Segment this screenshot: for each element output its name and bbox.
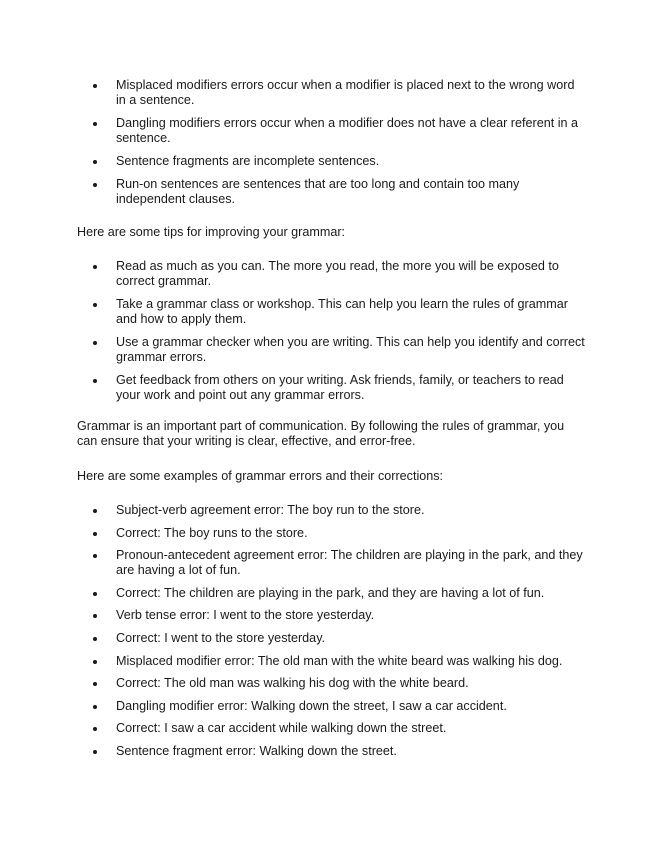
list-item-text: Use a grammar checker when you are writing. This can help you identify and correct grammar errors. (116, 335, 585, 364)
tips-list (0, 259, 655, 411)
tips-intro-paragraph: Here are some tips for improving your grammar: (77, 225, 346, 239)
list-item-text: Subject-verb agreement error: The boy run to the store. (116, 503, 425, 517)
list-item-text: Get feedback from others on your writing. Ask friends, family, or teachers to read your work and point out any grammar errors. (116, 373, 564, 402)
list-item-text: Pronoun-antecedent agreement error: The children are playing in the park, and they are having a lot of fun. (116, 548, 583, 578)
bullet-icon (93, 727, 97, 731)
list-item (0, 503, 655, 518)
list-item (0, 721, 655, 736)
list-item-text: Misplaced modifiers errors occur when a modifier is placed next to the wrong word in a sentence. (116, 78, 575, 107)
list-item-text: Correct: The children are playing in the park, and they are having a lot of fun. (116, 585, 545, 600)
bullet-icon (93, 379, 97, 383)
bullet-icon (93, 532, 97, 536)
bullet-icon (93, 160, 97, 164)
list-item (0, 78, 655, 108)
list-item-text: Take a grammar class or workshop. This can help you learn the rules of grammar and how to apply them. (116, 297, 568, 326)
bullet-icon (93, 660, 97, 664)
list-item-text: Misplaced modifier error: The old man with the white beard was walking his dog. (116, 653, 563, 668)
list-item-text: Dangling modifier error: Walking down the street, I saw a car accident. (116, 698, 507, 713)
bullet-icon (93, 84, 97, 88)
examples-list (0, 503, 655, 767)
list-item (0, 373, 655, 403)
list-item (0, 586, 655, 601)
list-item (0, 608, 655, 623)
list-item-text: Dangling modifiers errors occur when a modifier does not have a clear referent in a sentence. (116, 116, 579, 145)
bullet-icon (93, 614, 97, 618)
list-item-text: Sentence fragment error: Walking down the street. (116, 743, 397, 758)
grammar-importance-paragraph: Grammar is an important part of communication. By following the rules of grammar, you can ensure that your writing is clear, effective, and error-free. (77, 419, 565, 448)
list-item (0, 654, 655, 669)
list-item-text: Run-on sentences are sentences that are too long and contain too many independent clauses. (116, 177, 520, 206)
list-item (0, 297, 655, 327)
list-item (0, 177, 655, 207)
list-item-text: Correct: I went to the store yesterday. (116, 630, 326, 645)
examples-intro-paragraph: Here are some examples of grammar errors and their corrections: (77, 469, 444, 483)
error-types-list (0, 78, 655, 207)
bullet-icon (93, 554, 97, 558)
list-item (0, 744, 655, 759)
list-item-text: Correct: The old man was walking his dog with the white beard. (116, 676, 469, 691)
bullet-icon (93, 682, 97, 686)
bullet-icon (93, 265, 97, 269)
bullet-icon (93, 750, 97, 754)
list-item (0, 116, 655, 146)
list-item (0, 699, 655, 714)
bullet-icon (93, 183, 97, 187)
list-item (0, 154, 655, 169)
bullet-icon (93, 705, 97, 709)
list-item-text: Sentence fragments are incomplete sentences. (116, 154, 380, 168)
list-item (0, 548, 655, 578)
bullet-icon (93, 341, 97, 345)
bullet-icon (93, 122, 97, 126)
list-item (0, 631, 655, 646)
list-item (0, 335, 655, 365)
list-item-text: Correct: The boy runs to the store. (116, 525, 308, 540)
list-item (0, 676, 655, 691)
bullet-icon (93, 592, 97, 596)
bullet-icon (93, 637, 97, 641)
list-item-text: Correct: I saw a car accident while walking down the street. (116, 721, 447, 736)
bullet-icon (93, 303, 97, 307)
list-item-text: Read as much as you can. The more you read, the more you will be exposed to correct grammar. (116, 259, 559, 288)
list-item (0, 526, 655, 541)
bullet-icon (93, 509, 97, 513)
list-item-text: Verb tense error: I went to the store yesterday. (116, 608, 375, 623)
list-item (0, 259, 655, 289)
